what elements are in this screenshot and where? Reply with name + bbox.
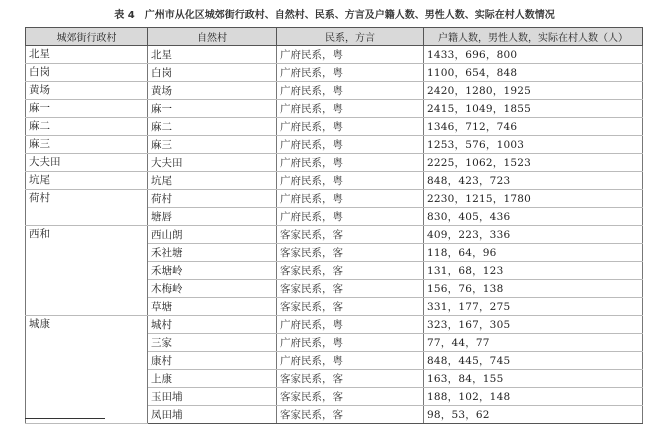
natural-village-cell: 三家 [148,334,277,352]
natural-village-cell: 草塘 [148,298,277,316]
ethnic-dialect-cell: 客家民系，客 [277,370,424,388]
ethnic-dialect-cell: 广府民系，粤 [277,154,424,172]
population-counts-cell: 118，64，96 [424,244,643,262]
natural-village-cell: 塘唇 [148,208,277,226]
table-number: 表 4 [114,10,135,21]
header-ethnic-dialect: 民系，方言 [277,28,424,46]
admin-village-cell: 城康 [26,316,148,424]
population-counts-cell: 323，167，305 [424,316,643,334]
natural-village-cell: 麻一 [148,100,277,118]
table-row [26,64,643,82]
population-counts-cell: 163，84，155 [424,370,643,388]
table-row [26,100,643,118]
ethnic-dialect-cell: 客家民系，客 [277,298,424,316]
table-title: 广州市从化区城郊街行政村、自然村、民系、方言及户籍人数、男性人数、实际在村人数情况 [144,10,555,21]
table-row [26,316,643,334]
population-counts-cell: 188，102，148 [424,388,643,406]
table-row [26,154,643,172]
population-counts-cell: 156，76，138 [424,280,643,298]
ethnic-dialect-cell: 广府民系，粤 [277,208,424,226]
natural-village-cell: 麻三 [148,136,277,154]
admin-village-cell: 麻三 [26,136,148,154]
ethnic-dialect-cell: 广府民系，粤 [277,334,424,352]
ethnic-dialect-cell: 客家民系，客 [277,244,424,262]
admin-village-cell: 北星 [26,46,148,64]
population-counts-cell: 409，223，336 [424,226,643,244]
population-counts-cell: 848，423，723 [424,172,643,190]
table-body [26,46,643,424]
table-row [26,82,643,100]
ethnic-dialect-cell: 广府民系，粤 [277,190,424,208]
admin-village-cell: 荷村 [26,190,148,226]
ethnic-dialect-cell: 广府民系，粤 [277,136,424,154]
natural-village-cell: 麻二 [148,118,277,136]
natural-village-cell: 白岗 [148,64,277,82]
population-counts-cell: 1433，696，800 [424,46,643,64]
admin-village-cell: 白岗 [26,64,148,82]
population-counts-cell: 1346，712，746 [424,118,643,136]
table-row [26,46,643,64]
population-counts-cell: 830，405，436 [424,208,643,226]
admin-village-cell: 黄场 [26,82,148,100]
ethnic-dialect-cell: 广府民系，粤 [277,118,424,136]
ethnic-dialect-cell: 广府民系，粤 [277,316,424,334]
table-caption [0,6,669,21]
natural-village-cell: 城村 [148,316,277,334]
natural-village-cell: 康村 [148,352,277,370]
header-row [26,28,643,46]
village-population-table [25,27,643,424]
ethnic-dialect-cell: 客家民系，客 [277,388,424,406]
natural-village-cell: 木梅岭 [148,280,277,298]
admin-village-cell: 坑尾 [26,172,148,190]
natural-village-cell: 凤田埔 [148,406,277,424]
table-row [26,190,643,208]
natural-village-cell: 大夫田 [148,154,277,172]
population-counts-cell: 98，53，62 [424,406,643,424]
table-row [26,118,643,136]
population-counts-cell: 77，44，77 [424,334,643,352]
natural-village-cell: 禾塘岭 [148,262,277,280]
population-counts-cell: 2230，1215，1780 [424,190,643,208]
natural-village-cell: 上康 [148,370,277,388]
admin-village-cell: 大夫田 [26,154,148,172]
population-counts-cell: 2225，1062，1523 [424,154,643,172]
admin-village-cell: 麻一 [26,100,148,118]
population-counts-cell: 1253，576，1003 [424,136,643,154]
admin-village-cell: 西和 [26,226,148,316]
ethnic-dialect-cell: 广府民系，粤 [277,352,424,370]
ethnic-dialect-cell: 广府民系，粤 [277,46,424,64]
natural-village-cell: 北星 [148,46,277,64]
ethnic-dialect-cell: 客家民系，客 [277,406,424,424]
footnote-rule [25,418,105,419]
natural-village-cell: 禾社塘 [148,244,277,262]
population-counts-cell: 331，177，275 [424,298,643,316]
ethnic-dialect-cell: 广府民系，粤 [277,100,424,118]
population-counts-cell: 2415，1049，1855 [424,100,643,118]
ethnic-dialect-cell: 客家民系，客 [277,226,424,244]
natural-village-cell: 玉田埔 [148,388,277,406]
natural-village-cell: 坑尾 [148,172,277,190]
table-row [26,136,643,154]
table-row [26,226,643,244]
population-counts-cell: 131，68，123 [424,262,643,280]
population-counts-cell: 848，445，745 [424,352,643,370]
ethnic-dialect-cell: 客家民系，客 [277,262,424,280]
admin-village-cell: 麻二 [26,118,148,136]
population-counts-cell: 2420，1280，1925 [424,82,643,100]
population-counts-cell: 1100，654，848 [424,64,643,82]
ethnic-dialect-cell: 广府民系，粤 [277,82,424,100]
natural-village-cell: 西山朗 [148,226,277,244]
header-population-counts: 户籍人数，男性人数，实际在村人数（人） [424,28,643,46]
ethnic-dialect-cell: 广府民系，粤 [277,172,424,190]
natural-village-cell: 黄场 [148,82,277,100]
ethnic-dialect-cell: 广府民系，粤 [277,64,424,82]
ethnic-dialect-cell: 客家民系，客 [277,280,424,298]
header-natural-village: 自然村 [148,28,277,46]
natural-village-cell: 荷村 [148,190,277,208]
table-row [26,172,643,190]
header-admin-village: 城郊街行政村 [26,28,148,46]
